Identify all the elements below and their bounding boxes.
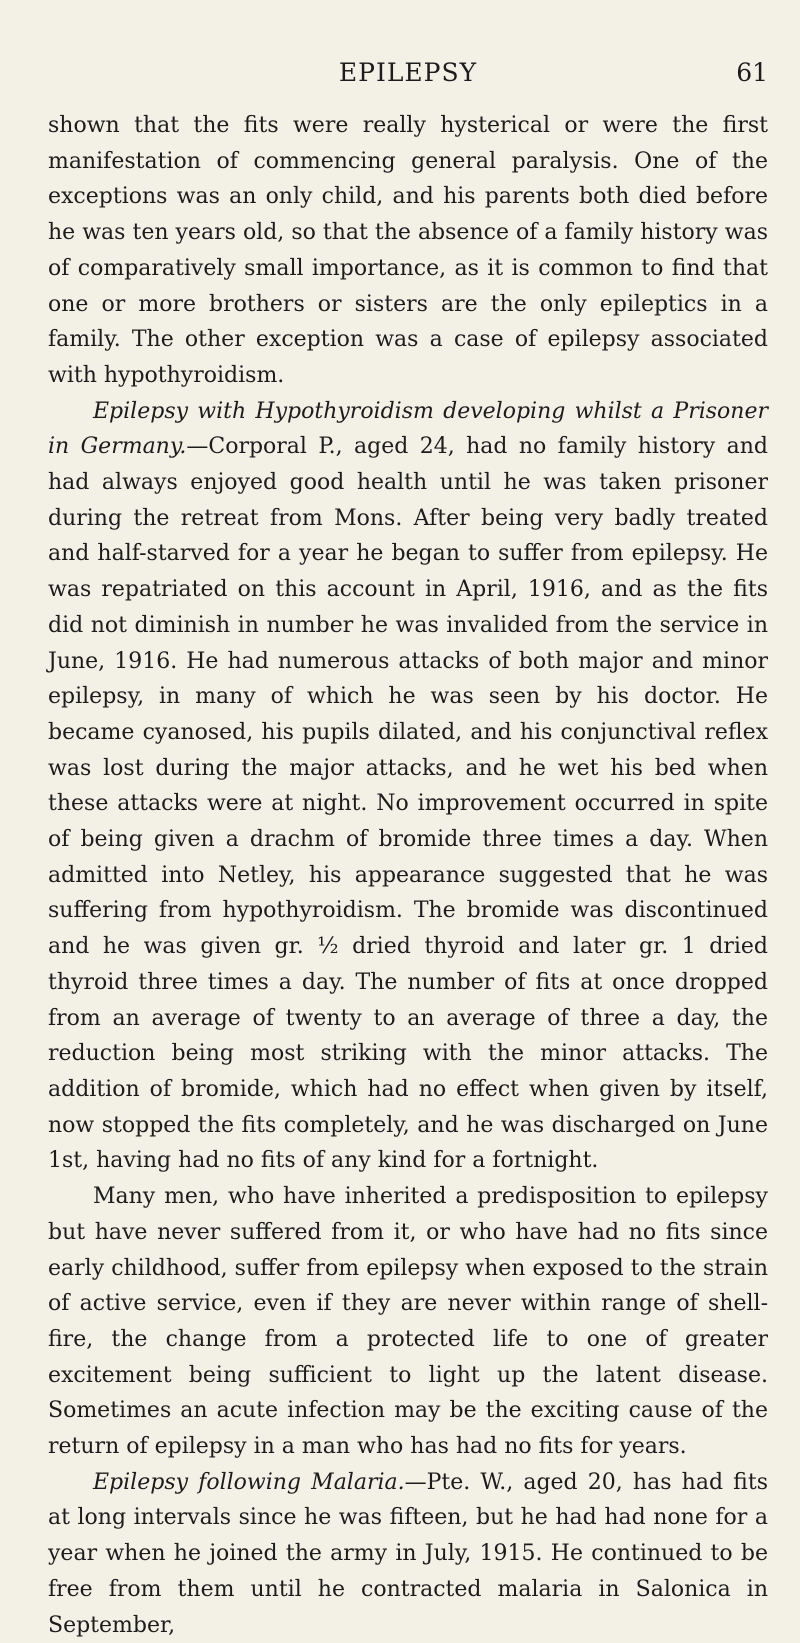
paragraph-text: —Pte. W., aged 20, has had fits at long intervals since he was fifteen, but he had had none for a year when he joined the army in July, 1915. He continued to be free from them until he contracted malaria in Salonica in September, bbox=[48, 1469, 768, 1638]
running-title: EPILEPSY bbox=[338, 58, 478, 87]
case-heading: Epilepsy following Malaria. bbox=[93, 1469, 405, 1495]
paragraph-continuation bbox=[48, 108, 768, 394]
page-number: 61 bbox=[736, 58, 768, 87]
paragraph-text: Many men, who have inherited a predisposition to epilepsy but have never suffered from it, or who have had no fits since early childhood, suffer from epilepsy when exposed to the strain of active service, even if they are never within range of shell-fire, the change from a protected life to one of greater excitement being sufficient to light up the latent disease. Sometimes an acute infection may be the exciting cause of the return of epilepsy in a man who has had no fits for years. bbox=[48, 1184, 768, 1460]
paragraph-text: —Corporal P., aged 24, had no family history and had always enjoyed good health until he was taken prisoner during the retreat from Mons. After being very badly treated and half-starved for a year he began to suffer from epilepsy. He was repatriated on this account in April, 1916, and as the fits did not diminish in number he was invalided from the service in June, 1916. He had numerous attacks of both major and minor epilepsy, in many of which he was seen by his doctor. He became cyanosed, his pupils dilated, and his conjunctival reflex was lost during the major attacks, and he wet his bed when these attacks were at night. No improvement occurred in spite of being given a drachm of bromide three times a day. When admitted into Netley, his appearance suggested that he was suffering from hypothyroidism. The bromide was discontinued and he was given gr. ½ dried thyroid and later gr. 1 dried thyroid three times a day. The number of fits at once dropped from an average of twenty to an average of three a day, the reduction being most striking with the minor attacks. The addition of bromide, which had no effect when given by itself, now stopped the fits completely, and he was discharged on June 1st, having had no fits of any kind for a fortnight. bbox=[48, 434, 768, 1174]
case-heading: Epilepsy with Hypothyroidism developing whilst a Prisoner in Germany. bbox=[48, 398, 768, 460]
paragraph-case-hypothyroidism bbox=[48, 394, 768, 1179]
paragraph-predisposition bbox=[48, 1179, 768, 1465]
running-head bbox=[48, 58, 768, 92]
paragraph-case-malaria bbox=[48, 1465, 768, 1643]
paragraph-text: shown that the fits were really hysterical or were the first manifestation of commencing general paralysis. One of the exceptions was an only child, and his parents both died before he was ten years old, so that the absence of a family history was of comparatively small importance, as it is common to find that one or more brothers or sisters are the only epileptics in a family. The other exception was a case of epilepsy associated with hypothyroidism. bbox=[48, 113, 768, 388]
body-text bbox=[48, 108, 768, 1643]
